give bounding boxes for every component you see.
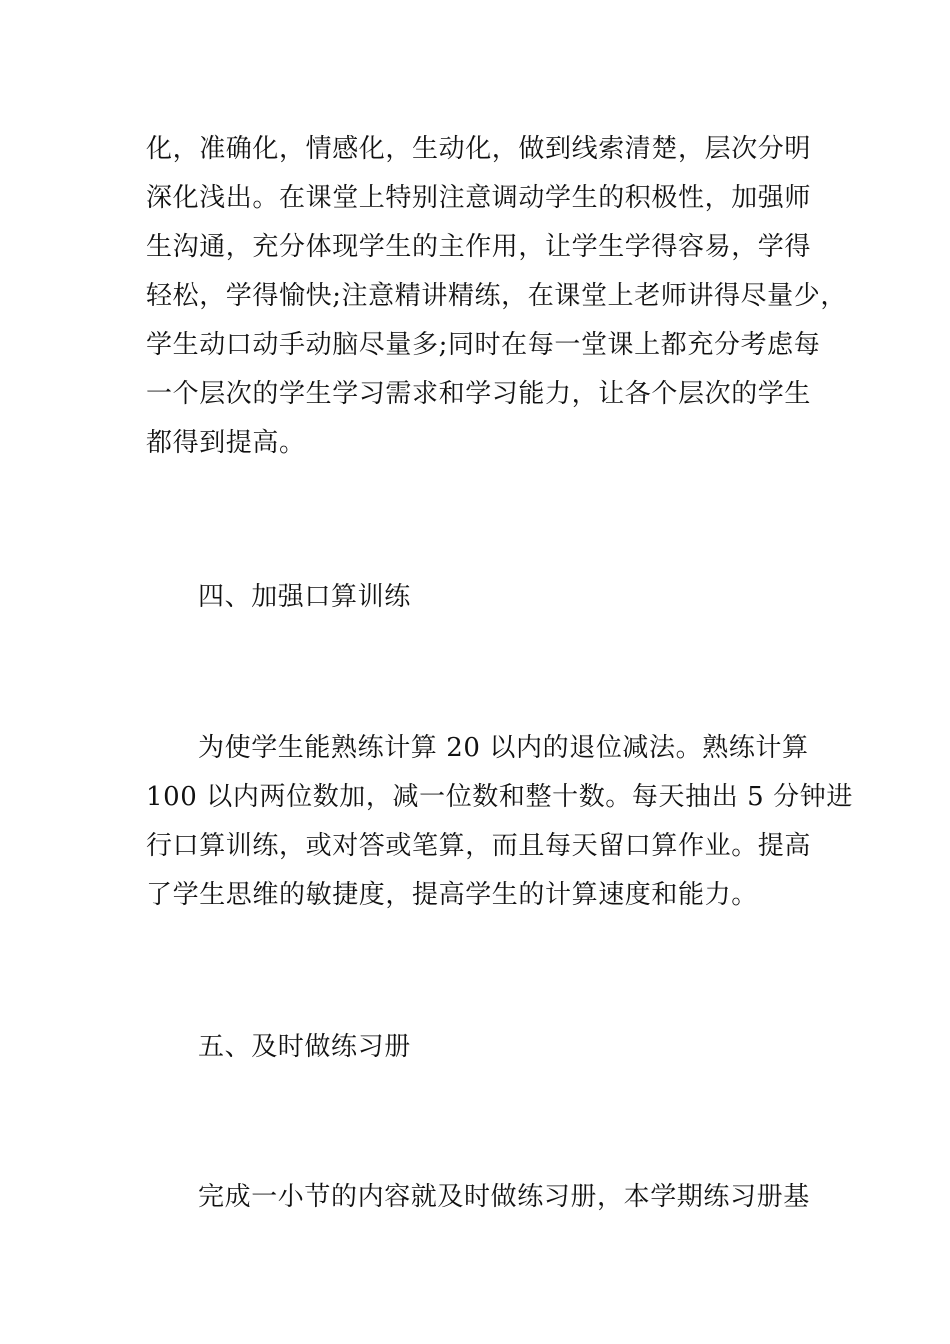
paragraph-line: 完成一小节的内容就及时做练习册，本学期练习册基 <box>198 1182 810 1212</box>
paragraph-line: 化，准确化，情感化，生动化，做到线索清楚，层次分明 <box>146 134 812 164</box>
section-heading: 四、加强口算训练 <box>198 582 411 612</box>
paragraph-line: 了学生思维的敏捷度，提高学生的计算速度和能力。 <box>146 880 758 910</box>
paragraph-line: 都得到提高。 <box>146 428 306 458</box>
paragraph-line: 深化浅出。在课堂上特别注意调动学生的积极性，加强师 <box>146 183 812 213</box>
paragraph-line: 学生动口动手动脑尽量多;同时在每一堂课上都充分考虑每 <box>146 330 821 360</box>
paragraph-line: 生沟通，充分体现学生的主作用，让学生学得容易，学得 <box>146 232 812 262</box>
paragraph-line: 一个层次的学生学习需求和学习能力，让各个层次的学生 <box>146 379 812 409</box>
section-heading: 五、及时做练习册 <box>198 1032 411 1062</box>
paragraph-line: 100 以内两位数加，减一位数和整十数。每天抽出 5 分钟进 <box>146 782 853 812</box>
paragraph-line: 为使学生能熟练计算 20 以内的退位减法。熟练计算 <box>198 733 809 763</box>
paragraph-line: 行口算训练，或对答或笔算，而且每天留口算作业。提高 <box>146 831 812 861</box>
paragraph-line: 轻松，学得愉快;注意精讲精练，在课堂上老师讲得尽量少， <box>146 281 847 311</box>
